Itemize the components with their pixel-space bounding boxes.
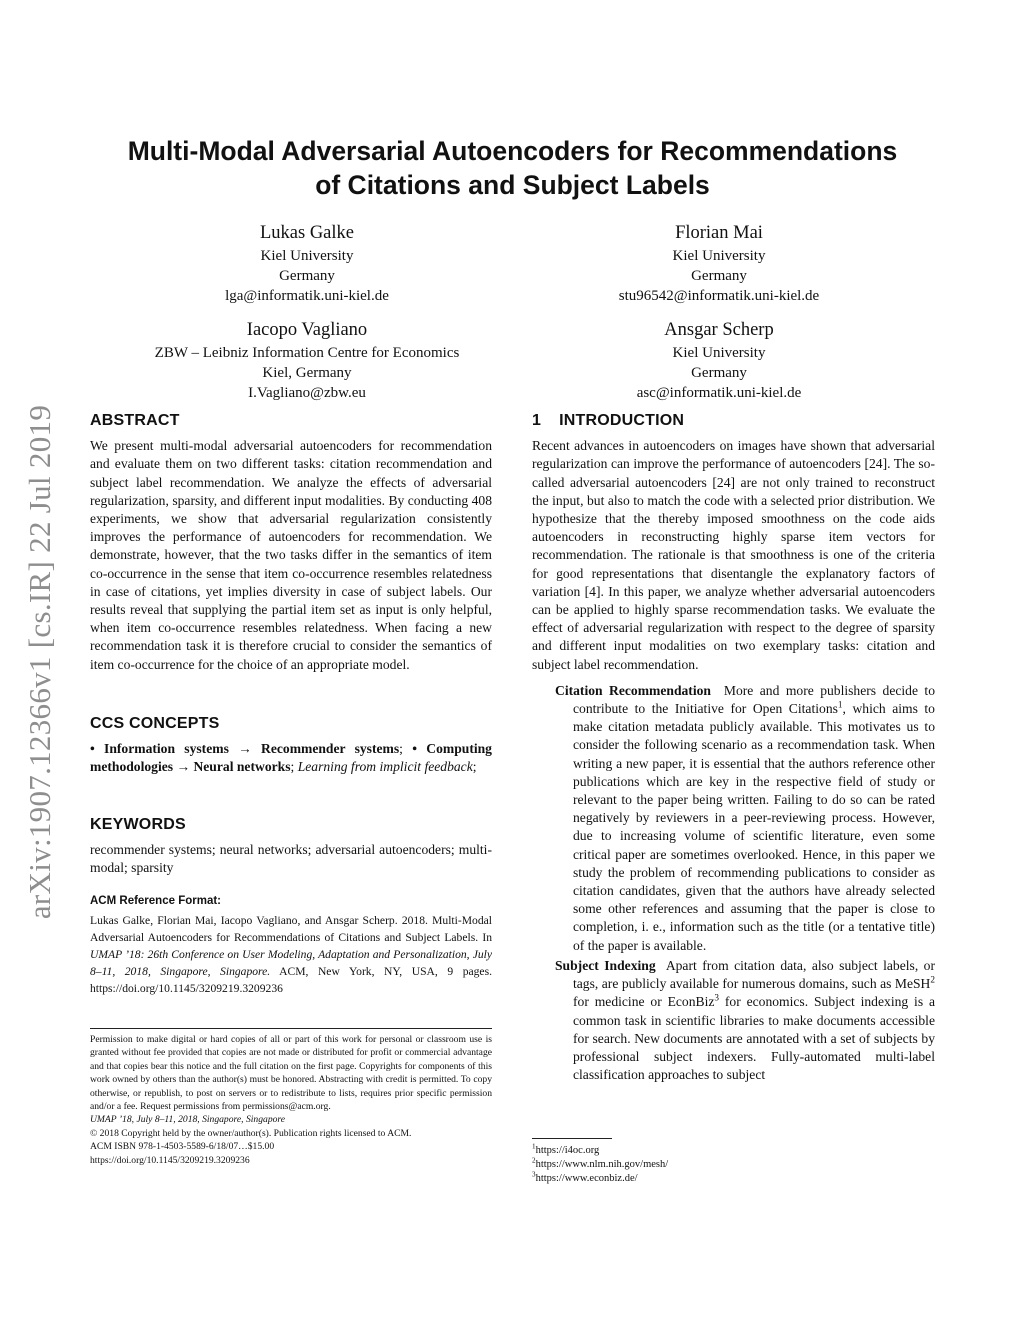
citation-recommendation-paragraph: Citation Recommendation More and more publishers decide to contribute to the Initiative for Open Citations$^1$, which aims to make citation metadata publicly available. This motivates us to consider the following scenario as a recommendation task. When writing a new paper, it is essential that the authors reference other publications which are key in the respective field of study or relevant to the paper being written. Failing to do so can be rated negatively by reviewers in a peer-reviewing process. However, due to increasing volume of scientific literature, even some critical paper are sometimes overlooked. Hence, in this paper we study the problem of recommending publications to consider as citation candidates, given that the authors have already selected some other references and assuming that the paper is close to completion, i. e., information such as the title (or a tentative title) of the paper is available. — [555, 682, 936, 953]
author-name: Ansgar Scherp — [664, 320, 774, 340]
author-name: Florian Mai — [675, 223, 763, 243]
footnote-ref: 1 — [837, 699, 843, 710]
arxiv-stamp: arXiv:1907.12366v1 [cs.IR] 22 Jul 2019 — [22, 404, 57, 920]
author-affiliation: ZBW – Leibniz Information Centre for Economics — [154, 345, 460, 361]
author-affiliation: Kiel University — [260, 248, 354, 264]
footnote-divider — [532, 1138, 612, 1139]
permission-conference: UMAP ’18, July 8–11, 2018, Singapore, Singapore — [90, 1114, 286, 1126]
author-affiliation: Kiel University — [672, 345, 766, 361]
intro-paragraph: Recent advances in autoencoders on images have shown that adversarial regularization can improve the performance of autoencoders [24]. The so-called adversarial autoencoders [24] are not only trained to reconstruct the input, but also to match the code with a selected prior distribution. We hypothesize that the thereby imposed smoothness on the code aids autoencoders in reconstructing highly sparse item vectors for recommendation. The rationale is that smoothness is one of the criteria for good representations that disentangle the explanatory factors of variation [4]. In this paper, we analyze whether adversarial autoencoders can be applied to highly sparse recommendation tasks. We evaluate the effect of adversarial regularization with respect to the degree of sparsity and different input modalities on two exemplary tasks: citation and subject label recommendation. — [532, 438, 935, 672]
author-block — [106, 221, 508, 306]
author-name: Lukas Galke — [259, 223, 354, 243]
footnote: $^1$https://i4oc.org — [532, 1142, 600, 1156]
subject-indexing-paragraph: Subject Indexing Apart from citation data, also subject labels, or tags, are publicly available for numerous domains, such as MeSH$^2$ for medicine or EconBiz$^3$ for economics. Subject indexing is a common task in scientific libraries to make documents accessible for search. New documents are annotated with a set of subjects by professional subject indexers. Fully-automated multi-label classification approaches to subject — [555, 957, 936, 1083]
author-email: lga@informatik.uni-kiel.de — [225, 288, 389, 304]
paragraph-heading: Subject Indexing — [555, 957, 656, 973]
ccs-separator: ; — [399, 741, 413, 757]
abstract-text: We present multi-modal adversarial autoencoders for recommendation and evaluate them on two different tasks: citation recommendation and subject label recommendation. We analyze the effects of adversarial regularization, sparsity, and different input modalities. By conducting 408 experiments, we show that adversarial regularization consistently improves the performance of autoencoders for recommendation. We demonstrate, however, that the two tasks differ in the semantics of item co-occurrence in the sense that item co-occurrence resembles relatedness in case of citations, yet implies diversity in case of subject labels. Our results reveal that supplying the partial item set as input is only helpful, when item co-occurrence resembles relatedness. When facing a new recommendation task it is therefore crucial to consider the semantics of item co-occurrence for the choice of an appropriate model. — [90, 438, 492, 672]
keywords-section — [90, 816, 492, 878]
title-line-1: Multi-Modal Adversarial Autoencoders for Recommendations — [127, 136, 898, 166]
acm-reference-heading: ACM Reference Format: — [90, 895, 221, 907]
section-title: INTRODUCTION — [559, 412, 685, 429]
author-country: Germany — [279, 268, 335, 284]
introduction-section — [532, 412, 935, 1084]
author-block — [106, 318, 508, 403]
ccs-concept-1: • Information systems → Recommender systems — [90, 741, 400, 757]
footnote-link: https://www.nlm.nih.gov/mesh/ — [535, 1159, 669, 1170]
abstract-heading: ABSTRACT — [90, 412, 180, 429]
acm-reference — [90, 893, 492, 997]
ccs-concept-2: • Computing methodologies → Neural networks — [90, 741, 492, 775]
author-name: Iacopo Vagliano — [246, 320, 368, 340]
author-country: Germany — [691, 268, 747, 284]
footnote: $^2$https://www.nlm.nih.gov/mesh/ — [532, 1156, 669, 1170]
author-affiliation: Kiel University — [672, 248, 766, 264]
ccs-heading: CCS CONCEPTS — [90, 715, 220, 732]
introduction-heading — [532, 412, 935, 430]
permission-isbn: ACM ISBN 978-1-4503-5589-6/18/07…$15.00 — [90, 1141, 275, 1153]
footnote: $^3$https://www.econbiz.de/ — [532, 1170, 638, 1184]
footnote-link: https://i4oc.org — [535, 1145, 600, 1156]
paragraph-heading: Citation Recommendation — [555, 682, 711, 698]
author-country: Kiel, Germany — [262, 365, 352, 381]
ccs-text — [90, 740, 492, 776]
footnote-ref: 3 — [714, 992, 720, 1003]
section-number: 1 — [532, 412, 542, 429]
author-email: I.Vagliano@zbw.eu — [248, 385, 366, 401]
author-block — [518, 221, 920, 306]
author-email: stu96542@informatik.uni-kiel.de — [618, 288, 820, 304]
permission-doi: https://doi.org/10.1145/3209219.3209236 — [90, 1154, 250, 1166]
author-country: Germany — [691, 365, 747, 381]
keywords-heading: KEYWORDS — [90, 816, 186, 833]
permission-notice — [90, 1033, 492, 1167]
ccs-separator: ; — [290, 759, 298, 775]
ccs-section — [90, 715, 492, 777]
author-block — [518, 318, 920, 403]
footnote-link: https://www.econbiz.de/ — [535, 1173, 638, 1184]
footnote-ref: 2 — [930, 974, 935, 985]
acm-reference-venue: UMAP ’18: 26th Conference on User Modeling, Adaptation and Personalization, July 8–11, 2018, Singapore, Singapore. — [90, 948, 492, 978]
title-line-2: of Citations and Subject Labels — [315, 170, 710, 200]
author-email: asc@informatik.uni-kiel.de — [636, 385, 802, 401]
keywords-text: recommender systems; neural networks; adversarial autoencoders; multi-modal; sparsity — [90, 842, 492, 876]
paper-title — [90, 134, 935, 202]
acm-reference-text: Lukas Galke, Florian Mai, Iacopo Vagliano, and Ansgar Scherp. 2018. Multi-Modal Adversarial Autoencoders for Recommendations of Citations and Subject Labels. In UMAP ’18: 26th Conference on User Modeling, Adaptation and Personalization, July 8–11, 2018, Singapore, Singapore. ACM, New York, NY, USA, 9 pages. https://doi.org/10.1145/3209219.3209236 — [90, 914, 492, 995]
permission-text: Permission to make digital or hard copies of all or part of this work for personal or classroom use is granted without fee provided that copies are not made or distributed for profit or commercial advantage and that copies bear this notice and the full citation on the first page. Copyrights for components of this work owned by others than the author(s) must be honored. Abstracting with credit is permitted. To copy otherwise, or republish, to post on servers or to redistribute to lists, requires prior specific permission and/or a fee. Request permissions from permissions@acm.org. — [90, 1034, 492, 1113]
ccs-concept-3: Learning from implicit feedback — [297, 759, 473, 775]
ccs-end: ; — [472, 759, 477, 775]
footnotes — [532, 1144, 832, 1186]
permission-copyright: © 2018 Copyright held by the owner/author(s). Publication rights licensed to ACM. — [90, 1127, 412, 1139]
permission-divider — [90, 1028, 492, 1029]
abstract-section — [90, 412, 492, 674]
